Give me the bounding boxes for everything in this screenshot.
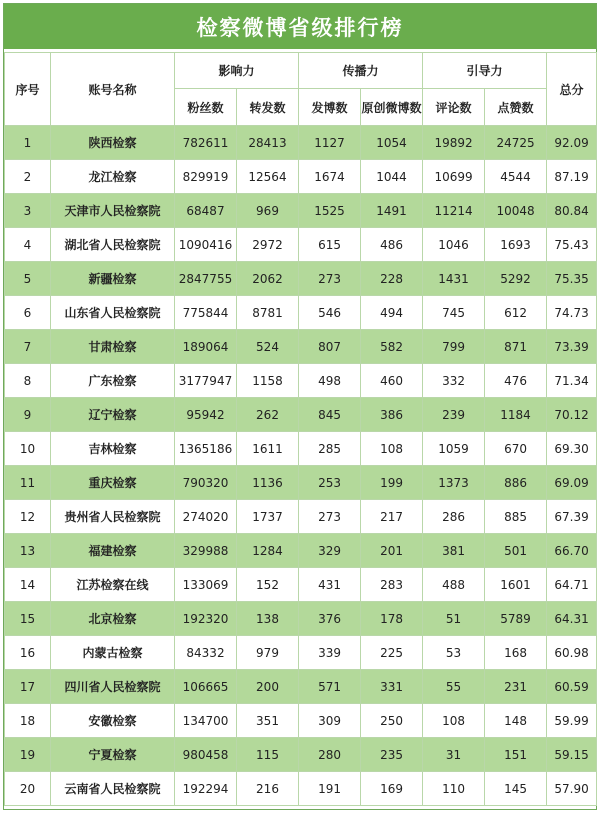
cell-comments: 332: [423, 364, 485, 398]
cell-comments: 53: [423, 636, 485, 670]
cell-posts: 546: [299, 296, 361, 330]
cell-posts: 253: [299, 466, 361, 500]
table-body: [5, 126, 597, 806]
header-guidance: 引导力: [423, 53, 547, 89]
cell-account-name: 福建检察: [51, 534, 175, 568]
cell-rank: 7: [5, 330, 51, 364]
cell-likes: 231: [485, 670, 547, 704]
cell-posts: 273: [299, 262, 361, 296]
cell-likes: 4544: [485, 160, 547, 194]
table-row: [5, 262, 597, 296]
cell-account-name: 龙江检察: [51, 160, 175, 194]
cell-rank: 13: [5, 534, 51, 568]
cell-fans: 95942: [175, 398, 237, 432]
cell-posts: 339: [299, 636, 361, 670]
cell-fans: 2847755: [175, 262, 237, 296]
cell-posts: 191: [299, 772, 361, 806]
cell-total: 64.71: [547, 568, 597, 602]
cell-reposts: 1284: [237, 534, 299, 568]
cell-posts: 807: [299, 330, 361, 364]
cell-comments: 381: [423, 534, 485, 568]
cell-fans: 134700: [175, 704, 237, 738]
table-row: [5, 432, 597, 466]
cell-likes: 670: [485, 432, 547, 466]
cell-account-name: 陕西检察: [51, 126, 175, 160]
cell-total: 87.19: [547, 160, 597, 194]
table-row: [5, 364, 597, 398]
header-influence: 影响力: [175, 53, 299, 89]
table-row: [5, 738, 597, 772]
cell-likes: 5292: [485, 262, 547, 296]
cell-total: 80.84: [547, 194, 597, 228]
cell-account-name: 云南省人民检察院: [51, 772, 175, 806]
cell-account-name: 贵州省人民检察院: [51, 500, 175, 534]
ranking-card: [3, 3, 597, 810]
cell-likes: 5789: [485, 602, 547, 636]
cell-fans: 1090416: [175, 228, 237, 262]
table-row: [5, 160, 597, 194]
table-row: [5, 670, 597, 704]
cell-original: 108: [361, 432, 423, 466]
cell-original: 178: [361, 602, 423, 636]
cell-total: 75.35: [547, 262, 597, 296]
cell-rank: 5: [5, 262, 51, 296]
cell-reposts: 1158: [237, 364, 299, 398]
cell-total: 73.39: [547, 330, 597, 364]
cell-likes: 1184: [485, 398, 547, 432]
cell-reposts: 115: [237, 738, 299, 772]
cell-fans: 790320: [175, 466, 237, 500]
table-row: [5, 704, 597, 738]
cell-account-name: 广东检察: [51, 364, 175, 398]
cell-rank: 2: [5, 160, 51, 194]
cell-reposts: 1136: [237, 466, 299, 500]
cell-likes: 476: [485, 364, 547, 398]
header-comments: 评论数: [423, 89, 485, 126]
cell-account-name: 新疆检察: [51, 262, 175, 296]
cell-total: 60.98: [547, 636, 597, 670]
cell-comments: 110: [423, 772, 485, 806]
cell-account-name: 辽宁检察: [51, 398, 175, 432]
cell-likes: 10048: [485, 194, 547, 228]
cell-original: 331: [361, 670, 423, 704]
cell-posts: 309: [299, 704, 361, 738]
table-row: [5, 330, 597, 364]
header-account: 账号名称: [51, 53, 175, 126]
cell-original: 225: [361, 636, 423, 670]
cell-account-name: 湖北省人民检察院: [51, 228, 175, 262]
cell-original: 228: [361, 262, 423, 296]
table-row: [5, 228, 597, 262]
cell-original: 201: [361, 534, 423, 568]
cell-reposts: 969: [237, 194, 299, 228]
cell-original: 217: [361, 500, 423, 534]
cell-reposts: 200: [237, 670, 299, 704]
cell-rank: 11: [5, 466, 51, 500]
cell-reposts: 28413: [237, 126, 299, 160]
cell-total: 75.43: [547, 228, 597, 262]
cell-rank: 15: [5, 602, 51, 636]
cell-likes: 886: [485, 466, 547, 500]
cell-reposts: 979: [237, 636, 299, 670]
cell-likes: 885: [485, 500, 547, 534]
cell-fans: 192320: [175, 602, 237, 636]
cell-posts: 273: [299, 500, 361, 534]
cell-posts: 615: [299, 228, 361, 262]
cell-reposts: 138: [237, 602, 299, 636]
cell-fans: 3177947: [175, 364, 237, 398]
table-row: [5, 466, 597, 500]
cell-fans: 133069: [175, 568, 237, 602]
cell-fans: 106665: [175, 670, 237, 704]
cell-comments: 11214: [423, 194, 485, 228]
cell-fans: 782611: [175, 126, 237, 160]
cell-original: 386: [361, 398, 423, 432]
cell-rank: 18: [5, 704, 51, 738]
cell-comments: 1373: [423, 466, 485, 500]
cell-rank: 20: [5, 772, 51, 806]
header-likes: 点赞数: [485, 89, 547, 126]
header-original: 原创微博数: [361, 89, 423, 126]
cell-reposts: 2972: [237, 228, 299, 262]
cell-total: 57.90: [547, 772, 597, 806]
cell-rank: 4: [5, 228, 51, 262]
cell-total: 67.39: [547, 500, 597, 534]
cell-total: 66.70: [547, 534, 597, 568]
cell-reposts: 1611: [237, 432, 299, 466]
cell-reposts: 262: [237, 398, 299, 432]
cell-comments: 1059: [423, 432, 485, 466]
cell-account-name: 山东省人民检察院: [51, 296, 175, 330]
cell-posts: 571: [299, 670, 361, 704]
cell-original: 235: [361, 738, 423, 772]
cell-original: 582: [361, 330, 423, 364]
cell-comments: 10699: [423, 160, 485, 194]
cell-original: 1054: [361, 126, 423, 160]
cell-comments: 286: [423, 500, 485, 534]
cell-likes: 871: [485, 330, 547, 364]
table-row: [5, 636, 597, 670]
cell-rank: 12: [5, 500, 51, 534]
cell-posts: 329: [299, 534, 361, 568]
cell-likes: 148: [485, 704, 547, 738]
cell-rank: 6: [5, 296, 51, 330]
page-title: 检察微博省级排行榜: [4, 4, 596, 52]
cell-comments: 1046: [423, 228, 485, 262]
cell-likes: 501: [485, 534, 547, 568]
cell-likes: 612: [485, 296, 547, 330]
cell-fans: 274020: [175, 500, 237, 534]
cell-fans: 775844: [175, 296, 237, 330]
cell-account-name: 甘肃检察: [51, 330, 175, 364]
cell-fans: 329988: [175, 534, 237, 568]
cell-account-name: 宁夏检察: [51, 738, 175, 772]
cell-reposts: 152: [237, 568, 299, 602]
cell-total: 70.12: [547, 398, 597, 432]
cell-rank: 14: [5, 568, 51, 602]
cell-original: 460: [361, 364, 423, 398]
cell-comments: 55: [423, 670, 485, 704]
table-row: [5, 568, 597, 602]
cell-comments: 488: [423, 568, 485, 602]
cell-total: 69.30: [547, 432, 597, 466]
cell-reposts: 2062: [237, 262, 299, 296]
cell-original: 494: [361, 296, 423, 330]
table-row: [5, 772, 597, 806]
cell-posts: 280: [299, 738, 361, 772]
cell-reposts: 8781: [237, 296, 299, 330]
cell-likes: 1693: [485, 228, 547, 262]
cell-posts: 1525: [299, 194, 361, 228]
cell-posts: 376: [299, 602, 361, 636]
header-fans: 粉丝数: [175, 89, 237, 126]
cell-original: 169: [361, 772, 423, 806]
cell-rank: 10: [5, 432, 51, 466]
cell-account-name: 内蒙古检察: [51, 636, 175, 670]
header-reposts: 转发数: [237, 89, 299, 126]
cell-fans: 192294: [175, 772, 237, 806]
table-row: [5, 194, 597, 228]
cell-rank: 8: [5, 364, 51, 398]
cell-original: 250: [361, 704, 423, 738]
cell-original: 199: [361, 466, 423, 500]
cell-total: 69.09: [547, 466, 597, 500]
cell-rank: 9: [5, 398, 51, 432]
cell-comments: 745: [423, 296, 485, 330]
cell-account-name: 天津市人民检察院: [51, 194, 175, 228]
cell-total: 60.59: [547, 670, 597, 704]
cell-fans: 829919: [175, 160, 237, 194]
header-posts: 发博数: [299, 89, 361, 126]
cell-original: 486: [361, 228, 423, 262]
cell-comments: 31: [423, 738, 485, 772]
table-row: [5, 398, 597, 432]
cell-original: 1491: [361, 194, 423, 228]
cell-posts: 845: [299, 398, 361, 432]
cell-likes: 1601: [485, 568, 547, 602]
table-row: [5, 602, 597, 636]
cell-comments: 1431: [423, 262, 485, 296]
cell-posts: 285: [299, 432, 361, 466]
cell-fans: 980458: [175, 738, 237, 772]
cell-comments: 239: [423, 398, 485, 432]
cell-comments: 19892: [423, 126, 485, 160]
cell-rank: 3: [5, 194, 51, 228]
cell-total: 71.34: [547, 364, 597, 398]
cell-rank: 16: [5, 636, 51, 670]
cell-reposts: 1737: [237, 500, 299, 534]
header-total: 总分: [547, 53, 597, 126]
header-rank: 序号: [5, 53, 51, 126]
cell-total: 92.09: [547, 126, 597, 160]
cell-account-name: 四川省人民检察院: [51, 670, 175, 704]
cell-reposts: 524: [237, 330, 299, 364]
cell-total: 74.73: [547, 296, 597, 330]
cell-fans: 189064: [175, 330, 237, 364]
cell-original: 1044: [361, 160, 423, 194]
cell-account-name: 吉林检察: [51, 432, 175, 466]
cell-posts: 431: [299, 568, 361, 602]
cell-reposts: 12564: [237, 160, 299, 194]
cell-account-name: 江苏检察在线: [51, 568, 175, 602]
cell-fans: 68487: [175, 194, 237, 228]
cell-likes: 145: [485, 772, 547, 806]
cell-rank: 1: [5, 126, 51, 160]
cell-likes: 151: [485, 738, 547, 772]
cell-comments: 799: [423, 330, 485, 364]
cell-rank: 19: [5, 738, 51, 772]
table-row: [5, 534, 597, 568]
cell-total: 64.31: [547, 602, 597, 636]
cell-reposts: 216: [237, 772, 299, 806]
cell-posts: 1674: [299, 160, 361, 194]
cell-reposts: 351: [237, 704, 299, 738]
cell-comments: 51: [423, 602, 485, 636]
cell-likes: 168: [485, 636, 547, 670]
cell-fans: 1365186: [175, 432, 237, 466]
ranking-table: [4, 52, 597, 806]
table-row: [5, 126, 597, 160]
cell-account-name: 北京检察: [51, 602, 175, 636]
cell-total: 59.99: [547, 704, 597, 738]
cell-account-name: 安徽检察: [51, 704, 175, 738]
cell-fans: 84332: [175, 636, 237, 670]
cell-account-name: 重庆检察: [51, 466, 175, 500]
table-row: [5, 500, 597, 534]
cell-comments: 108: [423, 704, 485, 738]
cell-total: 59.15: [547, 738, 597, 772]
header-spread: 传播力: [299, 53, 423, 89]
cell-posts: 498: [299, 364, 361, 398]
cell-original: 283: [361, 568, 423, 602]
table-row: [5, 296, 597, 330]
cell-likes: 24725: [485, 126, 547, 160]
cell-posts: 1127: [299, 126, 361, 160]
cell-rank: 17: [5, 670, 51, 704]
